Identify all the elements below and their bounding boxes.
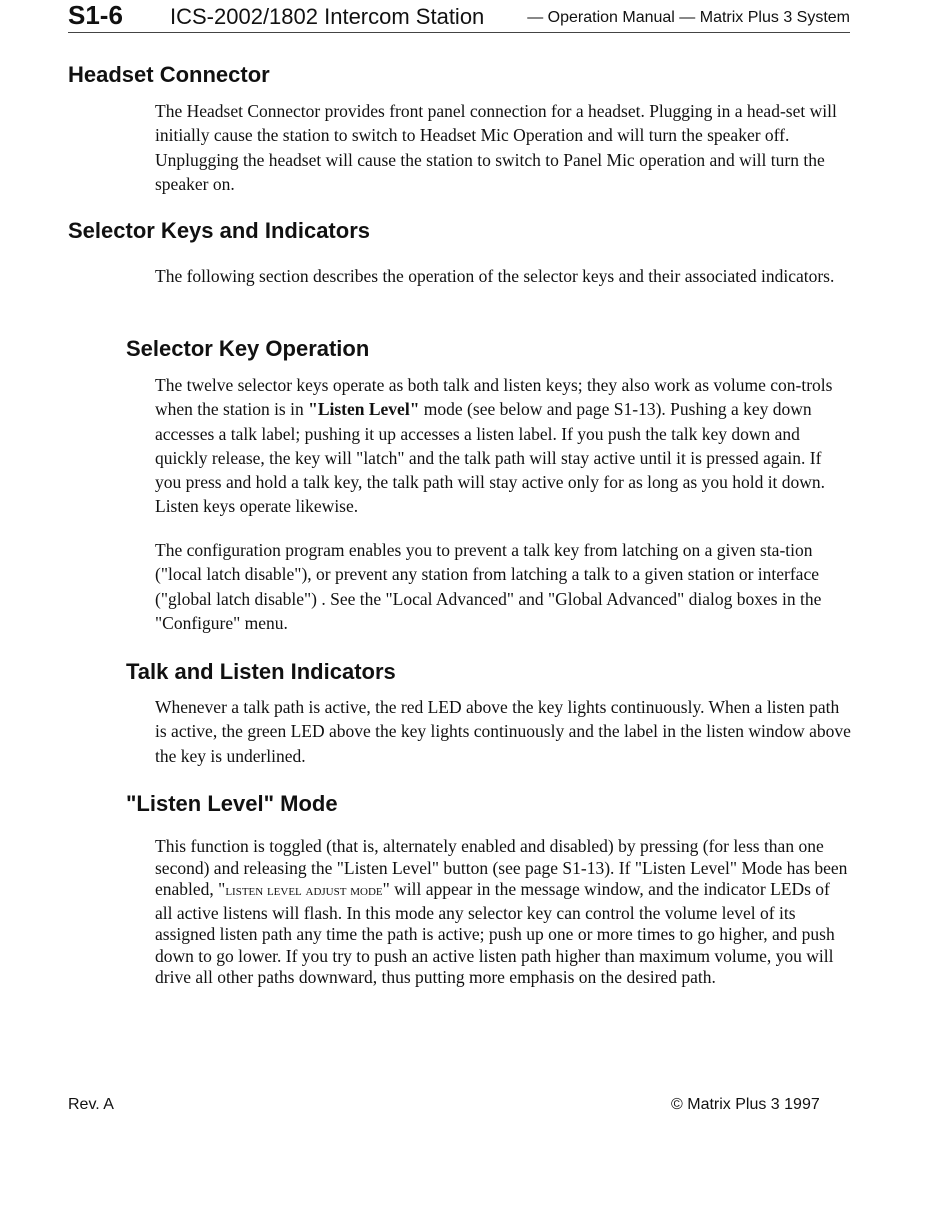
footer-revision: Rev. A xyxy=(68,1096,114,1113)
heading-headset-connector: Headset Connector xyxy=(68,62,270,87)
heading-talk-listen-indicators: Talk and Listen Indicators xyxy=(126,659,396,684)
text-run: " will appear in the message window, and the indicator LEDs of all active listens will flash. In this mode any selector key can control the volume level of its assigned listen path any time the path is active; push up one or more times to go higher, and push down to go lower. If you try to push an active listen path higher than maximum volume, you will drive all other paths downward, thus putting more emphasis on the desired path. xyxy=(155,879,835,987)
paragraph-talk-listen-indicators: Whenever a talk path is active, the red LED above the key lights continuously. When a listen path is active, the green LED above the key lights continuously and the label in the listen window above the key is underlined. xyxy=(155,697,851,766)
heading-selector-key-operation: Selector Key Operation xyxy=(126,336,370,361)
paragraph-selector-keys: The following section describes the operation of the selector keys and their associated indicators. xyxy=(155,266,835,286)
paragraph-listen-level-mode xyxy=(155,836,851,989)
paragraph-selector-key-operation-2: The configuration program enables you to prevent a talk key from latching on a given sta-tion ("local latch disable"), or prevent any station from latching a talk to a given station or interface ("global latch disable") . See the "Local Advanced" and "Global Advanced" dialog boxes in the "Configure" menu. xyxy=(155,540,822,633)
text-run: mode (see below and page S1-13). Pushing a key down accesses a talk label; pushing it up accesses a listen label. If you push the talk key down and quickly release, the key will "latch" and the talk path will stay active until it is pressed again. If you press and hold a talk key, the talk path will stay active only for as long as you hold it down. Listen keys operate likewise. xyxy=(155,399,826,517)
document-title: ICS-2002/1802 Intercom Station xyxy=(170,4,485,29)
text-run: This function is toggled (that is, alternately enabled and disabled) by pressing (for less than one second) and releasing the "Listen Level" button (see page S1-13). If "Listen Level" Mode has been enabled, " xyxy=(155,836,848,899)
heading-selector-keys: Selector Keys and Indicators xyxy=(68,218,370,243)
heading-listen-level-mode: "Listen Level" Mode xyxy=(126,791,338,816)
footer-copyright: © Matrix Plus 3 1997 xyxy=(671,1096,820,1113)
manual-title: — Operation Manual — Matrix Plus 3 System xyxy=(527,9,850,26)
paragraph-selector-key-operation-1 xyxy=(155,373,851,519)
page-header xyxy=(68,0,850,33)
text-run: The twelve selector keys operate as both talk and listen keys; they also work as volume con-trols when the station is in xyxy=(155,375,833,420)
page-number: S1-6 xyxy=(68,0,123,30)
paragraph-headset-connector: The Headset Connector provides front panel connection for a headset. Plugging in a head-set will initially cause the station to switch to Headset Mic Operation and will turn the speaker off. Unplugging the headset will cause the station to switch to Panel Mic operation and will turn the speaker on. xyxy=(155,101,837,194)
bold-mode-name: "Listen Level" xyxy=(308,399,420,420)
message-window-text: listen level adjust mode xyxy=(225,883,383,899)
